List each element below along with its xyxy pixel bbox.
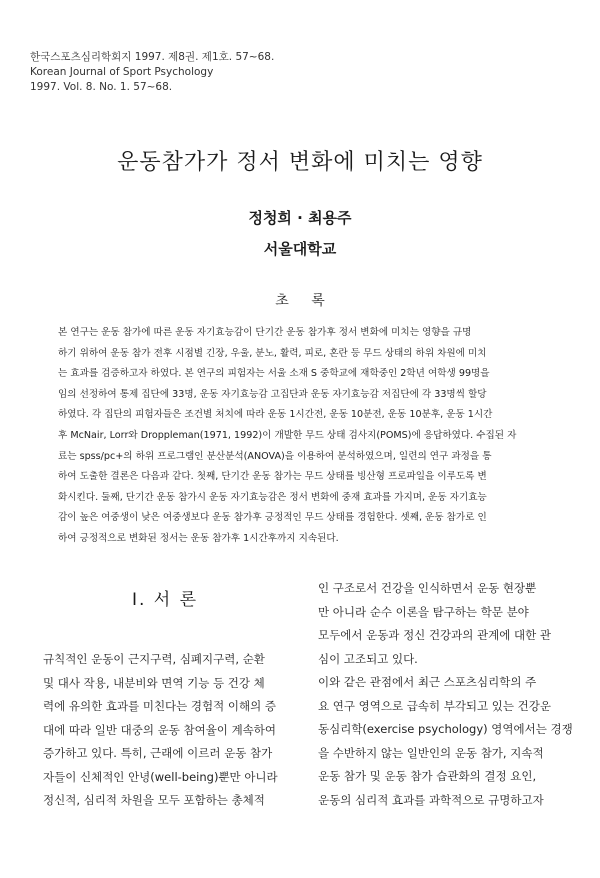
body-line: 정신적, 심리적 차원을 모두 포함하는 총체적 xyxy=(43,793,265,807)
body-line: 규칙적인 운동이 근지구력, 심폐지구력, 순환 xyxy=(43,652,265,666)
body-line: 만 아니라 순수 이론을 탐구하는 학문 분야 xyxy=(318,604,529,619)
body-line: 모두에서 운동과 정신 건강과의 관계에 대한 관 xyxy=(318,628,552,642)
body-line: 심이 고조되고 있다. xyxy=(318,651,418,666)
body-line: 운동의 심리적 효과를 과학적으로 규명하고자 xyxy=(318,792,544,807)
abstract-line: 감이 높은 여중생이 낮은 여중생보다 운동 참가후 긍정적인 무드 상태를 경험한다. 셋째, 운동 참가로 인 xyxy=(58,512,487,524)
abstract-line: 후 McNair, Lorr와 Droppleman(1971, 1992)이 개발한 무드 상태 검사지(POMS)에 응답하였다. 수집된 자 xyxy=(58,429,517,441)
body-line: 을 수반하지 않는 일반인의 운동 참가, 지속적 xyxy=(318,745,544,760)
body-line: 이와 같은 관점에서 최근 스포츠심리학의 주 xyxy=(318,675,537,689)
journal-name-english: Korean Journal of Sport Psychology xyxy=(30,66,214,78)
journal-citation-english: 1997. Vol. 8. No. 1. 57~68. xyxy=(30,81,173,93)
body-line: 동심리학(exercise psychology) 영역에서는 경쟁 xyxy=(318,722,573,736)
abstract-body xyxy=(58,323,541,550)
body-line: 요 연구 영역으로 급속히 부각되고 있는 건강운 xyxy=(318,698,552,713)
author-affiliation: 서울대학교 xyxy=(263,240,337,258)
abstract-line: 하여 도출한 결론은 다음과 같다. 첫째, 단기간 운동 참가는 무드 상태를 빙산형 프로파일을 이루도록 변 xyxy=(58,471,487,483)
abstract-line: 화시킨다. 둘째, 단기간 운동 참가시 운동 자기효능감은 정서 변화에 중재 효과를 가지며, 운동 자기효능 xyxy=(58,491,487,503)
journal-citation-korean: 한국스포츠심리학회지 1997. 제8권. 제1호. 57~68. xyxy=(30,51,275,63)
abstract-line: 료는 spss/pc+의 하위 프로그램인 분산분석(ANOVA)을 이용하여 분석하였으며, 일련의 연구 과정을 통 xyxy=(58,450,492,462)
abstract-line: 하여 긍정적으로 변화된 정서는 운동 참가후 1시간후까지 지속된다. xyxy=(58,532,339,544)
journal-header xyxy=(30,50,274,95)
body-line: 및 대사 작용, 내분비와 면역 기능 등 건강 체 xyxy=(43,675,265,690)
abstract-line: 임의 선정하여 통제 집단에 33명, 운동 자기효능감 고집단과 운동 자기효능감 저집단에 각 33명씩 할당 xyxy=(58,388,487,400)
left-column-text xyxy=(43,648,295,813)
body-line: 자들이 신체적인 안녕(well-being)뿐만 아니라 xyxy=(43,769,278,784)
body-line: 증가하고 있다. 특히, 근래에 이르러 운동 참가 xyxy=(43,746,273,760)
body-line: 력에 유의한 효과를 미친다는 경험적 이해의 증 xyxy=(43,699,277,713)
abstract-line: 하였다. 각 집단의 피험자들은 조건별 처치에 따라 운동 1시간전, 운동 10분전, 운동 10분후, 운동 1시간 xyxy=(58,409,493,421)
abstract-heading: 초 록 xyxy=(275,293,325,309)
paper-authors: 정청희 · 최용주 xyxy=(248,209,352,227)
section-heading-introduction: I. 서 론 xyxy=(131,590,199,610)
abstract-line: 본 연구는 운동 참가에 따른 운동 자기효능감이 단기간 운동 참가후 정서 변화에 미치는 영향을 규명 xyxy=(58,327,472,338)
body-line: 운동 참가 및 운동 참가 습관화의 결정 요인, xyxy=(318,769,537,783)
abstract-line: 는 효과를 검증하고자 하였다. 본 연구의 피험자는 서울 소재 S 중학교에 재학중인 2학년 여학생 99명을 xyxy=(58,368,490,380)
body-line: 인 구조로서 건강을 인식하면서 운동 현장뿐 xyxy=(318,581,537,595)
paper-title: 운동참가가 정서 변화에 미치는 영향 xyxy=(117,150,483,175)
right-column-text xyxy=(318,577,575,812)
abstract-line: 하기 위하여 운동 참가 전후 시점별 긴장, 우울, 분노, 활력, 피로, 혼란 등 무드 상태의 하위 차원에 미치 xyxy=(58,347,487,359)
body-line: 대에 따라 일반 대중의 운동 참여율이 계속하여 xyxy=(43,722,277,737)
